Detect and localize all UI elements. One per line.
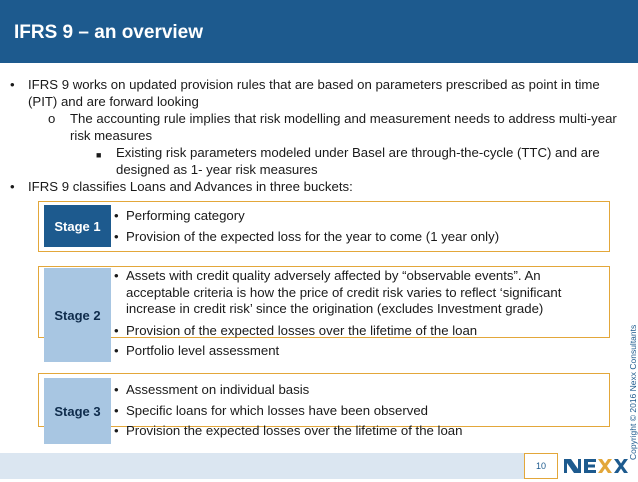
stage-1-label: Stage 1 (44, 205, 111, 247)
stage-item: • Assessment on individual basis (114, 382, 310, 397)
nexx-logo-icon (562, 455, 632, 477)
bullet-text: IFRS 9 classifies Loans and Advances in three buckets: (28, 179, 353, 194)
stage-item: • Performing category (114, 208, 245, 223)
stage-item: • Provision of the expected loss for the year to come (1 year only) (114, 228, 500, 244)
round-bullet-icon: • (10, 179, 15, 194)
circle-bullet-icon: o (48, 111, 56, 126)
round-bullet-icon: • (114, 382, 119, 397)
round-bullet-icon: • (10, 77, 15, 92)
bullet-list (6, 76, 626, 195)
stage-item: • Specific loans for which losses have been observed (114, 402, 429, 418)
bullet-text: The accounting rule implies that risk modelling and measurement needs to address multi-year risk measures (70, 111, 617, 143)
square-bullet-icon: ■ (96, 150, 102, 160)
stage-2-label: Stage 2 (44, 268, 111, 362)
title-bar (0, 0, 638, 63)
slide-title: IFRS 9 – an overview (14, 22, 204, 43)
stage-item: • Portfolio level assessment (114, 343, 280, 358)
stage-item: • Provision of the expected losses over the lifetime of the loan (114, 322, 478, 338)
bullet-item (6, 144, 626, 178)
footer-strip (0, 453, 524, 479)
stage-item: • Assets with credit quality adversely affected by “observable events”. An acceptable criteria is how the price of credit risk varies to reflect ‘significant increase in credit risk’ since the origination (excludes Investment grade) (114, 268, 562, 316)
page-number: 10 (524, 453, 558, 479)
round-bullet-icon: • (114, 228, 119, 244)
stage-3-label: Stage 3 (44, 378, 111, 444)
round-bullet-icon: • (114, 208, 119, 223)
bullet-text: Existing risk parameters modeled under Basel are through-the-cycle (TTC) and are designed as 1- year risk measures (116, 145, 600, 177)
bullet-item (6, 178, 626, 195)
round-bullet-icon: • (114, 343, 119, 358)
bullet-item (6, 76, 626, 110)
stage-item: • Provision the expected losses over the lifetime of the loan (114, 423, 463, 438)
bullet-item (6, 110, 626, 144)
copyright-notice (617, 255, 638, 460)
round-bullet-icon: • (114, 423, 119, 438)
bullet-text: IFRS 9 works on updated provision rules that are based on parameters prescribed as point in time (PIT) and are forward looking (28, 77, 600, 109)
copyright-text: Copyright © 2016 Nexx Consultants (628, 324, 638, 460)
stage-3-items (114, 382, 604, 444)
round-bullet-icon: • (114, 322, 119, 338)
stage-2-items (114, 268, 604, 364)
round-bullet-icon: • (114, 268, 119, 283)
round-bullet-icon: • (114, 402, 119, 418)
stage-1-items (114, 208, 604, 249)
